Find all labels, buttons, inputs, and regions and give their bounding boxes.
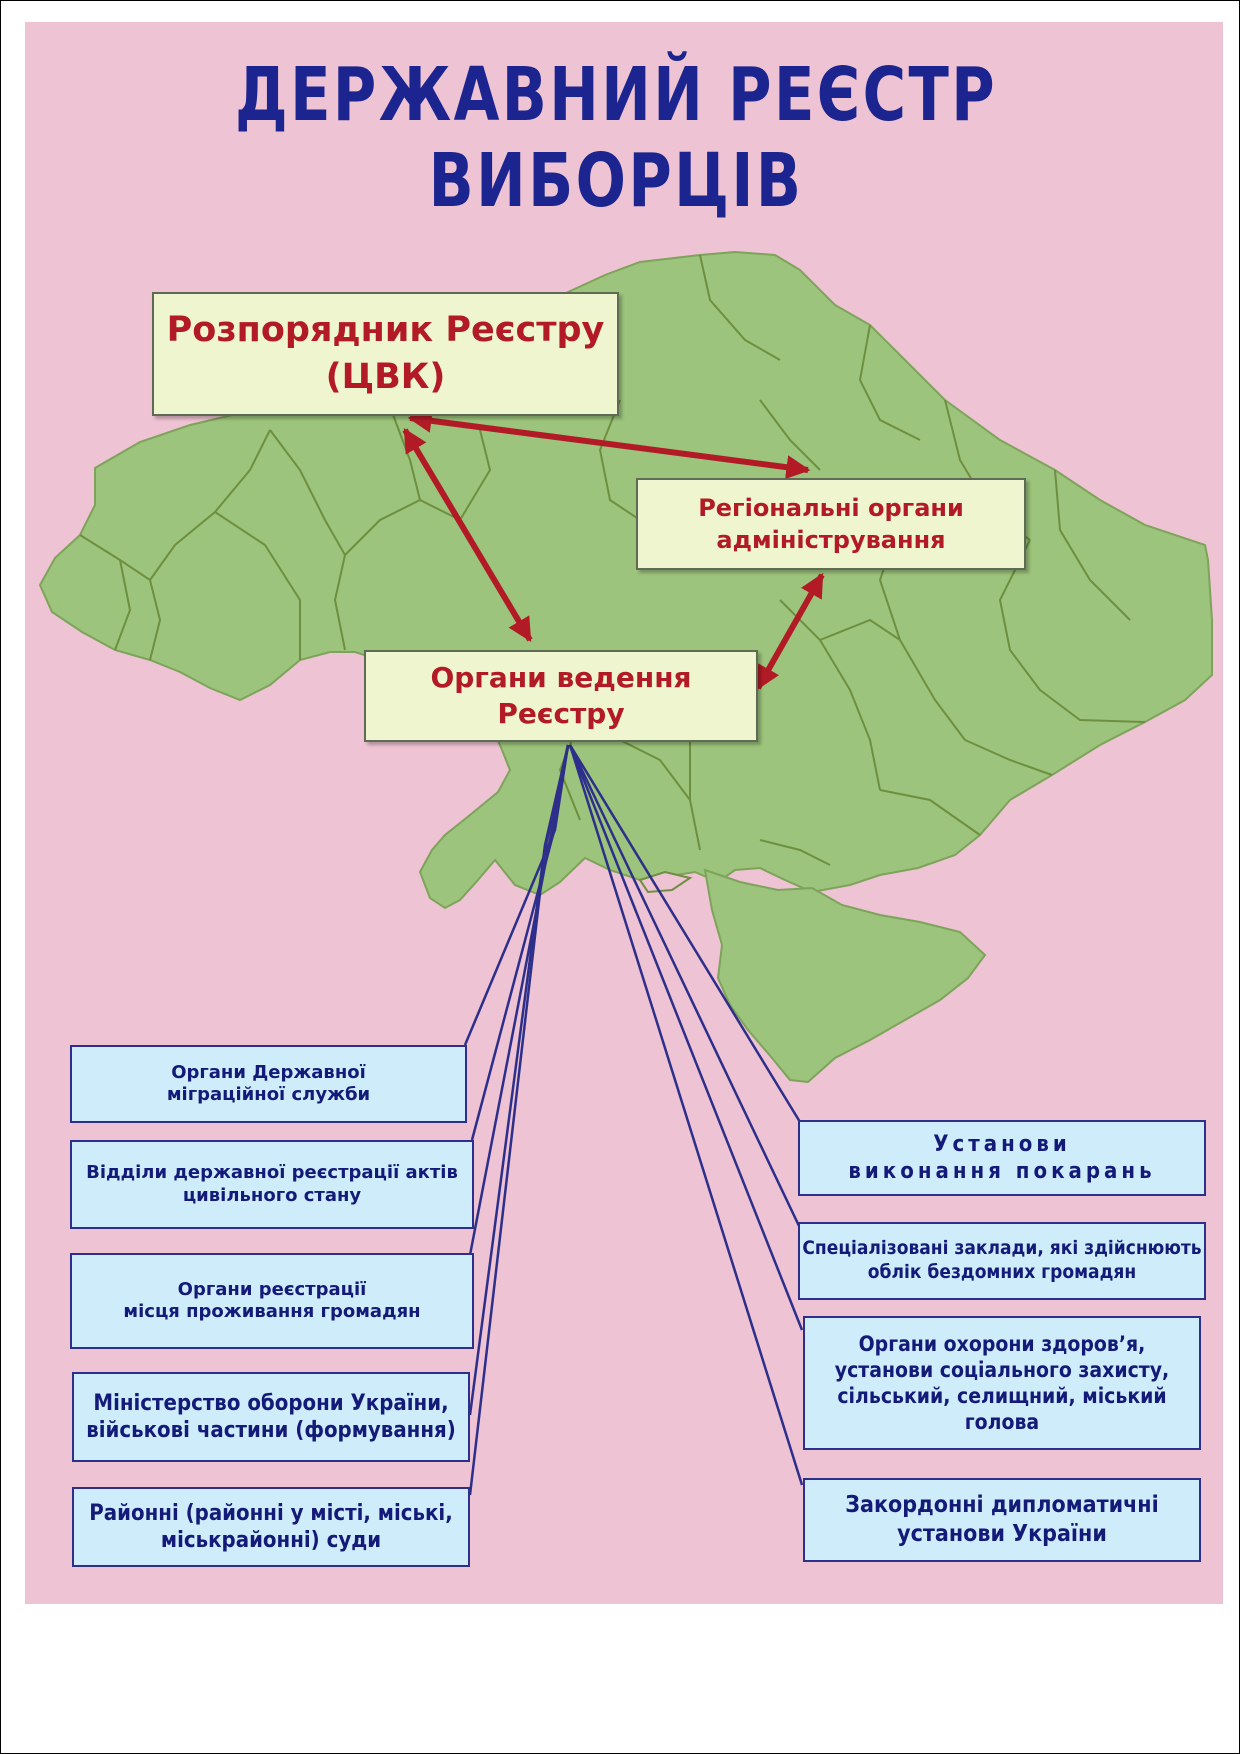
source-defense-ministry: Міністерство оборони України, військові частини (формування) xyxy=(72,1372,470,1462)
source-district-courts: Районні (районні у місті, міські, міськрайонні) суди xyxy=(72,1487,470,1567)
box-regional-bodies: Регіональні органи адміністрування xyxy=(636,478,1026,570)
source-residence-registration: Органи реєстрації місця проживання громадян xyxy=(70,1253,474,1349)
source-health-social-heads: Органи охорони здоров’я, установи соціального захисту, сільський, селищний, міський голова xyxy=(803,1316,1201,1450)
box-maintenance-bodies: Органи ведення Реєстру xyxy=(364,650,758,742)
source-migration-service: Органи Державної міграційної служби xyxy=(70,1045,467,1123)
source-homeless-facilities: Спеціалізовані заклади, які здійснюють облік бездомних громадян xyxy=(798,1222,1206,1300)
box-registry-manager: Розпорядник Реєстру (ЦВК) xyxy=(152,292,619,416)
page-title: ДЕРЖАВНИЙ РЕЄСТР ВИБОРЦІВ xyxy=(234,52,998,224)
source-civil-registry: Відділи державної реєстрації актів цивільного стану xyxy=(70,1140,474,1229)
map-crimea xyxy=(705,870,985,1082)
source-diplomatic-missions: Закордонні дипломатичні установи України xyxy=(803,1478,1201,1562)
source-penal-institutions: Установи виконання покарань xyxy=(798,1120,1206,1196)
